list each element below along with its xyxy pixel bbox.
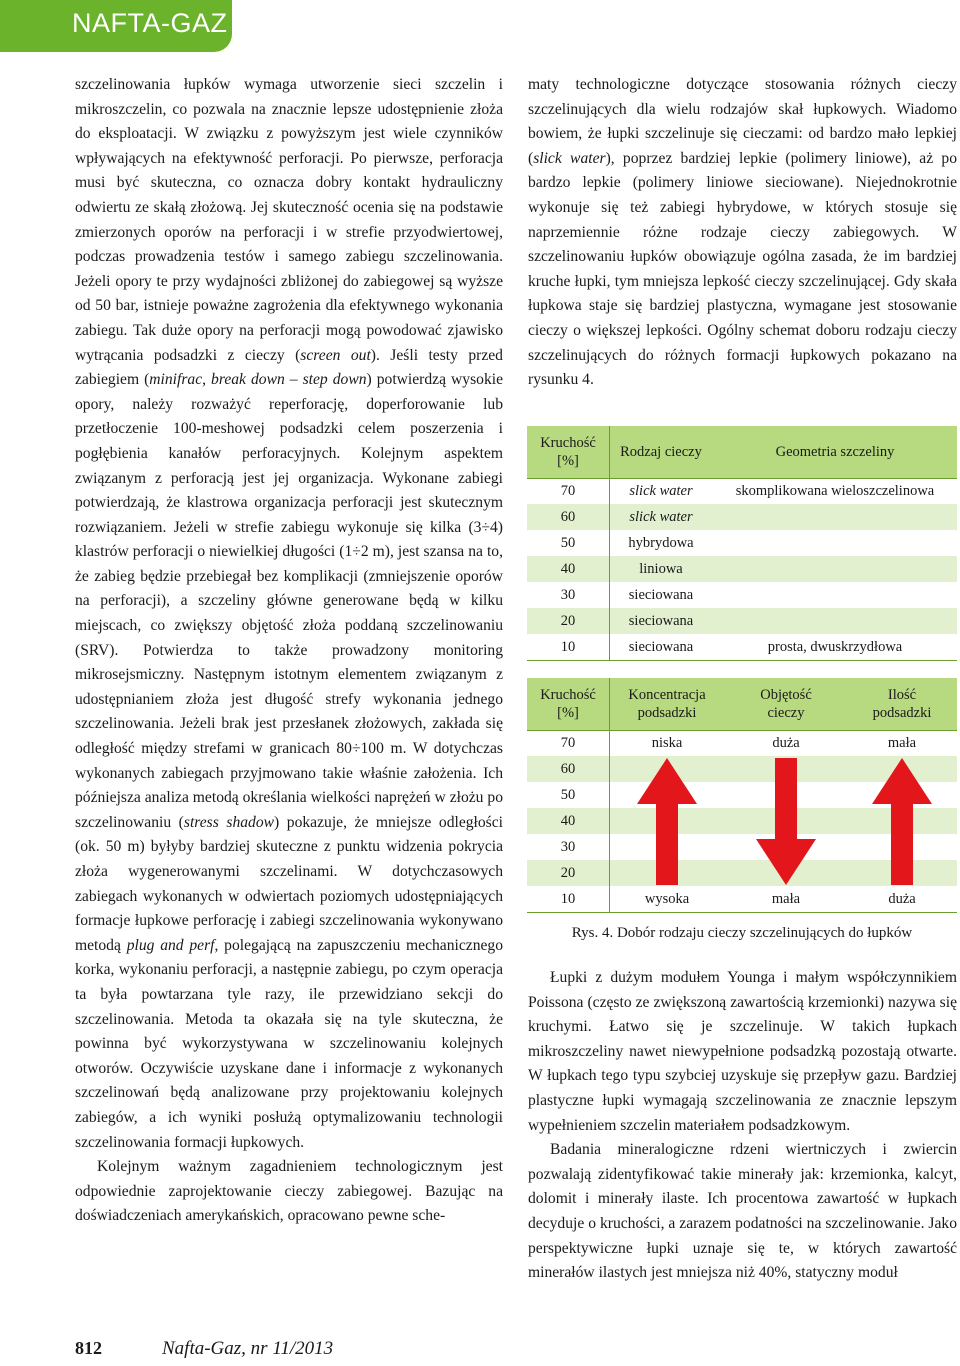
brittleness-cell: 70 (560, 483, 576, 499)
value-cell: duża (772, 735, 800, 751)
fracture-geometry-cell (713, 504, 957, 530)
header-fluid-volume: Objętość cieczy (760, 687, 812, 721)
brittleness-cell: 70 (560, 735, 576, 751)
table-row (527, 582, 957, 608)
brittleness-cell: 50 (560, 787, 576, 803)
header-brittleness: Kruchość [%] (540, 687, 596, 721)
value-cell: mała (771, 891, 801, 907)
table-row (527, 504, 957, 530)
journal-name: NAFTA-GAZ (72, 8, 228, 38)
paragraph: maty technologiczne dotyczące stosowania różnych cieczy szczelinujących dla wielu rodzajów skał łupkowych. Wiadomo bowiem, że łupki szczelinuje się cieczami: od bardzo mało lepkiej (slick water), poprzez bardziej lepkie (polimery liniowe), aż po bardzo lepkie (polimery liniowe sieciowane). Niejednokrotnie wykonuje się też zabiegi hybrydowe, w których stosuje się naprzemiennie różne rodzaje cieczy zabiegowych. W szczelinowaniu łupków obowiązuje ogólna zasada, że im bardziej kruche łupki, tym mniejsza lepkość cieczy szczelinującej. Gdy skała łupkowa staje się bardziej plastyczna, wymagane jest stosowanie cieczy o większej lepkości. Ogólny schemat doboru rodzaju cieczy szczelinujących do różnych formacji łupkowych pokazano na rysunku 4. (528, 76, 957, 389)
fluid-type-table (527, 426, 957, 662)
divider (527, 478, 957, 479)
header-fracture-geometry: Geometria szczeliny (775, 444, 895, 460)
fracture-geometry-cell (713, 608, 957, 634)
divider (609, 426, 610, 660)
brittleness-cell: 30 (560, 587, 576, 603)
paragraph: Kolejnym ważnym zagadnieniem technologicznym jest odpowiednie zaprojektowanie cieczy zabiegowej. Bazując na doświadczeniach amerykańskich, opracowano pewne sche- (75, 1158, 503, 1225)
brittleness-cell: 50 (560, 535, 576, 551)
table-row (527, 556, 957, 582)
value-cell: duża (888, 891, 916, 907)
fracture-geometry-cell (713, 556, 957, 582)
journal-header-tab (0, 0, 232, 52)
paragraph: Łupki z dużym modułem Younga i małym współczynnikiem Poissona (często ze zwiększoną zawartością krzemionki) nazywa się kruchymi. Łatwo się je szczelinuje. W takich łupkach mikroszczeliny nawet niewypełnione podsadzką pozostają otwarte. W łupkach tego typu szybciej uzyskuje się przepływ gazu. Bardziej plastyczne łupki wymagają szczelinowania ze znacznie lepszym wypełnieniem szczelin materiałem podsadzkowym. (528, 969, 957, 1134)
brittleness-cell: 20 (560, 613, 576, 629)
brittleness-cell: 40 (560, 561, 576, 577)
header-proppant-amount: Ilość podsadzki (872, 687, 932, 721)
journal-issue: Nafta-Gaz, nr 11/2013 (162, 1338, 334, 1359)
divider (609, 678, 610, 912)
table-row (527, 530, 957, 556)
right-column-top-text (528, 73, 957, 393)
divider (527, 660, 957, 661)
brittleness-cell: 40 (560, 813, 576, 829)
brittleness-cell: 10 (560, 891, 576, 907)
table-row (527, 634, 957, 660)
paragraph: Badania mineralogiczne rdzeni wiertniczych i zwiercin pozwalają zidentyfikować takie minerały jak: krzemionka, kalcyt, dolomit i minerały ilaste. Ich procentowa zawartość w łupkach decyduje o kruchości, a zarazem podatności na szczelinowanie. Jako perspektywiczne łupki uznaje się te, w których zawartość minerałów ilastych jest mniejsza niż 40%, statyczny moduł (528, 1141, 957, 1282)
header-fluid-type: Rodzaj cieczy (620, 444, 702, 460)
brittleness-cell: 30 (560, 839, 576, 855)
arrow-up-icon (872, 758, 932, 885)
trend-arrows (527, 678, 957, 914)
page-number: 812 (75, 1338, 102, 1358)
fluid-type-cell: slick water (629, 509, 693, 525)
brittleness-cell: 20 (560, 865, 576, 881)
fracture-geometry-cell: skomplikowana wieloszczelinowa (735, 483, 935, 499)
value-cell: mała (887, 735, 917, 751)
proppant-table (527, 678, 957, 914)
brittleness-cell: 10 (560, 639, 576, 655)
fluid-type-cell: sieciowana (628, 639, 694, 655)
paragraph: szczelinowania łupków wymaga utworzenie sieci szczelin i mikroszczelin, co pozwala na znacznie lepsze udostępnienie złoża do eksploatacji. W związku z powyższym jest wiele czynników wpływających na efektywność perforacji. Po pierwsze, perforacja musi być skuteczna, co oznacza dobry kontakt hydrauliczny odwiertu ze skałą złożową. Jej skuteczność ocenia się na podstawie zmierzonych oporów na perforacji i w strefie przyodwiertowej, podczas prowadzenia testów i samego zabiegu szczelinowania. Jeżeli opory te przy wydajności zbliżonej do zabiegowej są wyższe od 50 bar, istnieje poważne zagrożenia dla efektywnego wykonania zabiegu. Tak duże opory na perforacji mogą powodować zjawisko wytrącania podsadzki z cieczy (screen out). Jeśli testy przed zabiegiem (minifrac, break down – step down) potwierdzą wysokie opory, należy rozważyć reperforację, doperforowanie lub przetłoczenie 100-meshowej podsadzki celem poszerzenia i pogłębienia kanałów perforacyjnych. Kolejnym aspektem związanym z perforacją jest jej organizacja. Wykonane zabiegi potwierdzają, że klastrowa organizacja perforacji jest skutecznym rozwiązaniem. Jeżeli w strefie zabiegu wykonuje się kilka (3÷4) klastrów perforacji o niewielkiej długości (1÷2 m), jest szansa na to, że zabieg będzie przebiegał bez komplikacji (zmniejszenie oporów na perforacji), a szczeliny główne generowane będą w kilku miejscach, co zwiększy objętość złoża poddaną szczelinowaniu (SRV). Potwierdza to także prowadzony monitoring mikrosejsmiczny. Następnym istotnym elementem związanym z udostępnianiem złoża jest długość strefy wykonania jednego szczelinowania. Jeżeli brak jest przesłanek złożowych, zakłada się odległość między strefami w granicach 80÷100 m. W dotychczas wykonanych zabiegach przyjmowano takie właśnie założenia. Ich późniejsza analiza metodą określania wielkości naprężeń w złożu po szczelinowaniu (stress shadow) pokazuje, że mniejsze odległości (ok. 50 m) byłyby bardziej skuteczne z punktu widzenia pokrycia złoża wygenerowanymi szczelinami. W dotychczasowych zabiegach wykonanych w odwiertach poziomych udostępniających formacje łupkowe perforację i zabiegi szczelinowania wykonywano metodą plug and perf, polegającą na zapuszczeniu mechanicznego korka, wykonaniu perforacji, a następnie zabiegu, po czym operacja ta była powtarzana tyle razy, ile przewidziano sekcji do szczelinowania. Metoda ta okazała się na tyle skuteczna, że powinna być wykorzystywana w szczelinowaniu kolejnych otworów. Oczywiście uzyskane dane i informacje z wykonanych szczelinowań będą analizowane przy projektowaniu kolejnych zabiegów, a ich wyniki posłużą optymalizowaniu technologii szczelinowania formacji łupkowych. (75, 76, 504, 1151)
fluid-type-cell: slick water (629, 483, 693, 499)
divider (527, 912, 957, 913)
brittleness-cell: 60 (560, 761, 576, 777)
header-proppant-concentration: Koncentracja podsadzki (628, 687, 706, 721)
fracture-geometry-cell (713, 530, 957, 556)
fluid-type-cell: sieciowana (628, 587, 694, 603)
fluid-type-cell: sieciowana (628, 613, 694, 629)
header-brittleness: Kruchość [%] (540, 435, 596, 469)
table-row (527, 608, 957, 634)
fluid-type-cell: hybrydowa (628, 535, 694, 551)
fracture-geometry-cell (713, 582, 957, 608)
fluid-type-cell: liniowa (639, 561, 683, 577)
arrow-up-icon (637, 758, 697, 885)
left-column-text (75, 73, 503, 1229)
divider (527, 730, 957, 731)
fracture-geometry-cell: prosta, dwuskrzydłowa (767, 639, 903, 655)
figure-caption: Rys. 4. Dobór rodzaju cieczy szczelinujących do łupków (571, 925, 913, 941)
value-cell: niska (651, 735, 683, 751)
right-column-bottom-text (528, 966, 957, 1286)
table-row (527, 478, 957, 504)
brittleness-cell: 60 (560, 509, 576, 525)
arrow-down-icon (756, 758, 816, 885)
value-cell: wysoka (644, 891, 690, 907)
